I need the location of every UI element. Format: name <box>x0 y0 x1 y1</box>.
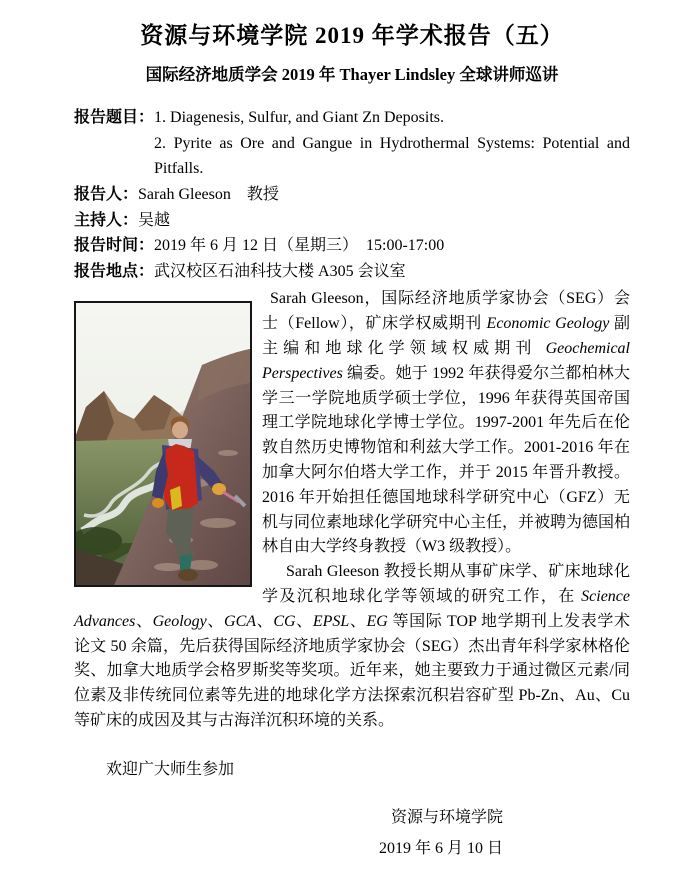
closing-line: 欢迎广大师生参加 <box>106 760 235 778</box>
topic-lines <box>154 105 630 182</box>
signature-block <box>74 806 630 861</box>
speaker-bio-section <box>74 287 630 733</box>
bio-paragraph-2: Sarah Gleeson 教授长期从事矿床学、矿床地球化学及沉积地球化学等领域的研究工作，在 Science Advances、Geology、GCA、CG、EPSL、EG 等国际 TOP 地学期刊上发表学术论文 50 余篇，先后获得国际经济地质学家协会（SEG）杰出青年科学家林格伦奖、加拿大地质学会格罗斯奖等奖项。近年来，她主要致力于通过微区元素/同位素及非传统同位素等先进的地球化学方法探索沉积岩容矿型 Pb-Zn、Au、Cu 等矿床的成因及其与古海洋沉积环境的关系。 <box>74 563 630 729</box>
report-speaker-row <box>74 182 630 208</box>
speaker-photo <box>74 301 252 587</box>
topic-line-1: 1. Diagenesis, Sulfur, and Giant Zn Deposits. <box>154 109 444 127</box>
time-label: 报告时间： <box>74 237 155 255</box>
venue-label: 报告地点： <box>74 262 155 280</box>
bio-paragraph-1: Sarah Gleeson，国际经济地质学家协会（SEG）会士（Fellow），矿床学权威期刊 Economic Geology 副主编和地球化学领域权威期刊 Geochemical Perspectives 编委。她于 1992 年获得爱尔兰都柏林大学三一学院地质学硕士学位，1996 年获得英国帝国理工学院地球化学博士学位。1997-2001 年先后在伦敦自然历史博物馆和利兹大学工作。2001-2016 年在加拿大阿尔伯塔大学工作，并于 2015 年晋升教授。2016 年开始担任德国地球科学研究中心（GFZ）无机与同位素地球化学研究中心主任，并被聘为德国柏林自由大学终身教授（W3 级教授）。 <box>262 290 631 556</box>
host-label: 主持人： <box>74 211 139 229</box>
topic-line-3: Pitfalls. <box>154 160 204 178</box>
time-value: 2019 年 6 月 12 日（星期三） 15:00-17:00 <box>154 237 445 255</box>
page-title: 资源与环境学院 2019 年学术报告（五） <box>140 23 564 48</box>
topic-label: 报告题目： <box>74 109 155 127</box>
report-topic-row <box>74 105 630 182</box>
report-time-row <box>74 233 630 259</box>
venue-value: 武汉校区石油科技大楼 A305 会议室 <box>154 262 406 280</box>
speaker-label: 报告人： <box>74 185 139 203</box>
page-subtitle: 国际经济地质学会 2019 年 Thayer Lindsley 全球讲师巡讲 <box>145 64 559 84</box>
report-venue-row <box>74 259 630 285</box>
speaker-value: Sarah Gleeson 教授 <box>138 185 279 203</box>
report-info <box>74 105 630 284</box>
speaker-photo-illustration <box>76 303 250 585</box>
host-value: 吴越 <box>138 211 171 229</box>
signature-date: 2019 年 6 月 10 日 <box>378 839 503 857</box>
report-host-row <box>74 208 630 234</box>
topic-line-2: 2. Pyrite as Ore and Gangue in Hydrothermal Systems: Potential and <box>154 134 630 152</box>
signature-org: 资源与环境学院 <box>390 808 503 826</box>
